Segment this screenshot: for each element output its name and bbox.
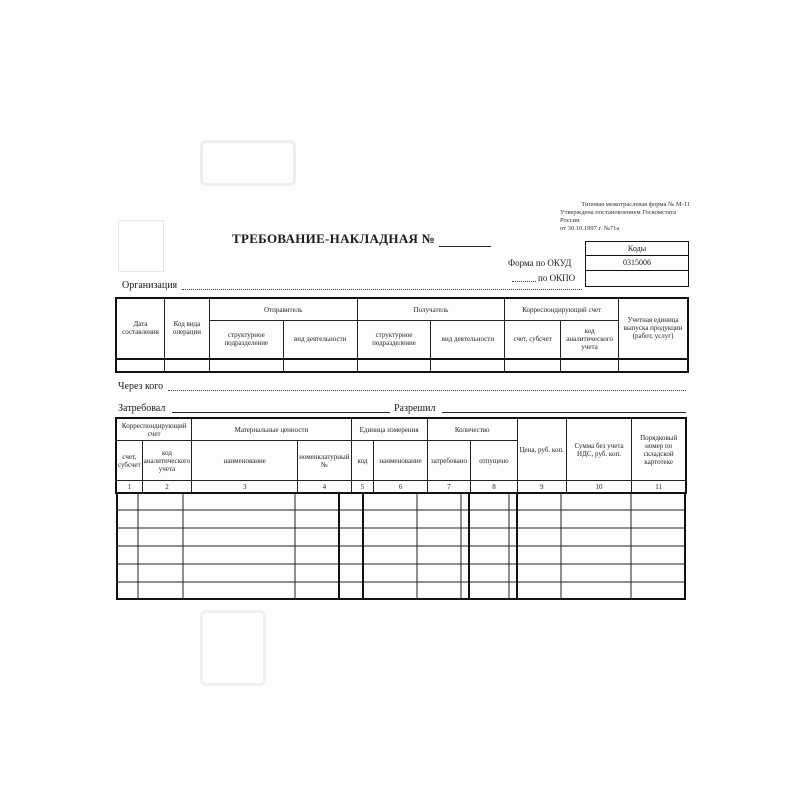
table-row[interactable] [118,584,684,600]
col-analytic-code: код аналитического учета [561,321,619,359]
codes-box [585,241,689,287]
okpo-label: по ОКПО [538,273,576,283]
col-account-sub: счет, субсчет [117,441,143,481]
organization-field[interactable] [182,289,582,290]
form-type-note: Типовая межотраслевая форма № М-11 [581,201,690,208]
cell-date[interactable] [117,359,165,372]
col-material: Материальные ценности [192,419,351,441]
cell-output-unit[interactable] [619,359,688,372]
column-number: 1 [117,481,143,493]
form-approval-note [560,201,690,233]
table-row[interactable] [118,530,684,548]
col-receiver-activity: вид деятельности [431,321,505,359]
col-material-name: наименование [192,441,298,481]
col-receiver-unit: структурное подразделение [357,321,431,359]
col-requested: затребовано [427,441,471,481]
materials-table-body [116,492,686,600]
cell-receiver-unit[interactable] [357,359,431,372]
cell-sender-unit[interactable] [209,359,283,372]
col-unit: Единица измерения [351,419,427,441]
column-number: 4 [298,481,351,493]
form-number-field[interactable] [439,234,491,247]
cell-analytic-code[interactable] [561,359,619,372]
column-number: 9 [517,481,566,493]
requested-by-field[interactable] [172,412,390,413]
col-analytic-code: код аналитического учета [142,441,192,481]
col-operation-code: Код вида операции [164,299,209,359]
col-sender-unit: структурное подразделение [209,321,283,359]
okpo-dotted-lead [512,281,536,282]
col-corr-account: Корреспондирующий счет [505,299,619,321]
form-title-text: ТРЕБОВАНИЕ-НАКЛАДНАЯ № [232,231,436,246]
col-receiver: Получатель [357,299,505,321]
through-whom-field[interactable] [168,390,686,391]
col-sum: Сумма без учета НДС, руб. коп. [566,419,632,481]
table-row[interactable] [118,512,684,530]
col-price: Цена, руб. коп. [517,419,566,481]
table-row[interactable] [118,566,684,584]
cell-receiver-activity[interactable] [431,359,505,372]
cell-operation-code[interactable] [164,359,209,372]
bleed-through-shadow [200,610,266,686]
okud-label: Форма по ОКУД [508,258,572,268]
col-unit-name: наименование [374,441,427,481]
organization-label: Организация [122,280,178,291]
col-corr-account: Корреспондирующий счет [117,419,192,441]
okud-code-cell: 0315006 [586,255,688,270]
cell-sender-activity[interactable] [283,359,357,372]
permitted-by-field[interactable] [442,412,686,413]
col-sender-activity: вид деятельности [283,321,357,359]
table-row [117,359,688,372]
requested-by-label: Затребовал [118,403,166,414]
col-account-sub: счет, субсчет [505,321,561,359]
permitted-by-label: Разрешил [394,403,436,414]
table-row[interactable] [118,548,684,566]
approval-note: Утверждена постановлением Госкомстата России [560,209,677,224]
form-title [232,231,491,247]
approval-date-note: от 30.10.1997 г. №71а [560,225,620,232]
column-number: 7 [427,481,471,493]
column-number: 2 [142,481,192,493]
table-row[interactable] [118,494,684,512]
col-released: отпущено [471,441,518,481]
col-nomenclature-number: номенклатурный № [298,441,351,481]
column-number-row [117,481,686,493]
bleed-through-shadow [200,140,296,186]
col-order-number: Порядковый номер по складской картотеке [632,419,686,481]
col-date: Дата составления [117,299,165,359]
col-sender: Отправитель [209,299,357,321]
col-unit-code: код [351,441,374,481]
column-number: 6 [374,481,427,493]
cell-account-sub[interactable] [505,359,561,372]
column-number: 8 [471,481,518,493]
col-quantity: Количество [427,419,517,441]
okpo-code-cell[interactable] [586,270,688,285]
column-number: 10 [566,481,632,493]
materials-table [116,418,686,493]
column-number: 5 [351,481,374,493]
column-number: 11 [632,481,686,493]
column-number: 3 [192,481,298,493]
col-output-unit: Учетная единица выпуска продукции (работ, услуг) [619,299,688,359]
bleed-through-shadow [118,220,164,272]
codes-heading: Коды [627,244,647,253]
header-details-table [116,298,688,372]
through-whom-label: Через кого [118,381,164,392]
